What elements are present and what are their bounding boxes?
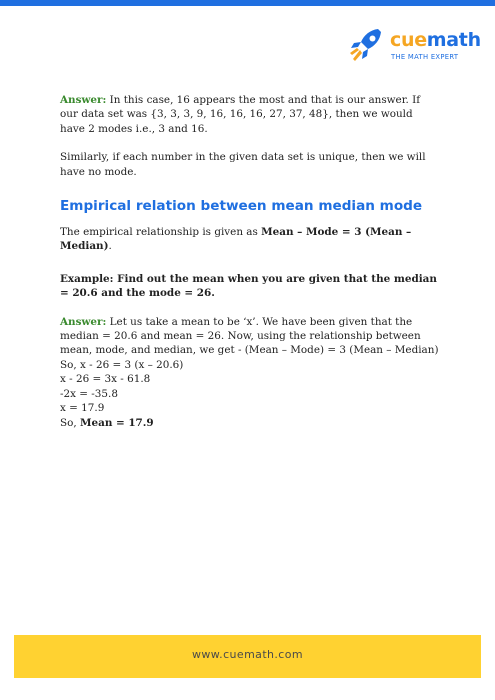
unique-note-paragraph: Similarly, if each number in the given data set is unique, then we will have no mode. [60,151,426,178]
solution-label: Answer: [60,315,107,328]
solution-text: Let us take a mean to be ‘x’. We have been given that the median = 20.6 and mean = 26. Now, using the relationship between mean, mode, and median, we get - (Mean – Mode) = 3 (Mean – Median) [60,315,439,357]
final-prefix: So, [60,416,80,429]
relation-intro-paragraph [60,225,440,254]
solution-step: So, x - 26 = 3 (x – 20.6) [60,358,184,371]
footer-url-link[interactable]: www.cuemath.com [192,648,303,661]
solution-paragraph [60,315,440,358]
brand-tagline: THE MATH EXPERT [391,53,459,61]
solution-step: x - 26 = 3x - 61.8 [60,373,151,386]
final-answer: Mean = 17.9 [79,416,154,429]
brand-wordmark: cuemath [390,29,481,51]
solution-step: x = 17.9 [60,402,105,415]
relation-intro-text: The empirical relationship is given as [60,226,262,239]
example-question: Example: Find out the mean when you are given that the median = 20.6 and the mode = 26. [60,272,437,300]
modes-answer-paragraph [60,93,440,136]
answer-label: Answer: [60,94,107,106]
solution-step: -2x = -35.8 [60,387,118,400]
solution-final [60,416,440,430]
cuemath-logo [348,26,481,70]
relation-intro-end: . [108,240,112,253]
footer-bar [14,635,481,678]
top-accent-bar [0,0,495,6]
rocket-icon [348,26,386,66]
section-heading: Empirical relation between mean median mode [60,198,423,215]
relation-formula: Mean – Mode = 3 (Mean – Median) [60,226,412,253]
answer-text: In this case, 16 appears the most and that is our answer. If our data set was {3, 3, 3, 9, 16, 16, 16, 27, 37, 48}, then we would have 2 modes i.e., 3 and 16. [60,94,421,135]
page-content [60,93,440,430]
